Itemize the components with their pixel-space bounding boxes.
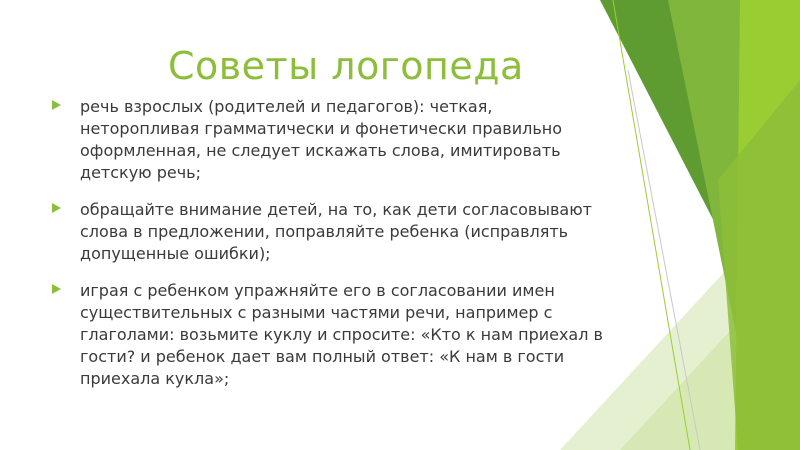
list-item <box>52 96 612 184</box>
list-item <box>52 199 612 265</box>
triangle-bullet-icon <box>52 284 61 294</box>
bullet-text: играя с ребенком упражняйте его в согласовании имен существительных с разными частями речи, например с глаголами: возьмите куклу и спросите: «Кто к нам приехал в гости? и ребенок дает вам полный ответ: «К нам в гости приехала кукла»; <box>80 281 603 388</box>
triangle-bullet-icon <box>52 203 61 213</box>
bullet-list <box>52 96 612 405</box>
slide-title: Советы логопеда <box>168 44 524 88</box>
triangle-bullet-icon <box>52 100 61 110</box>
list-item <box>52 280 612 390</box>
bullet-text: обращайте внимание детей, на то, как дети согласовывают слова в предложении, поправляйте ребенка (исправлять допущенные ошибки); <box>80 200 592 263</box>
bullet-text: речь взрослых (родителей и педагогов): четкая, неторопливая грамматически и фонетически правильно оформленная, не следует искажать слова, имитировать детскую речь; <box>80 97 563 182</box>
